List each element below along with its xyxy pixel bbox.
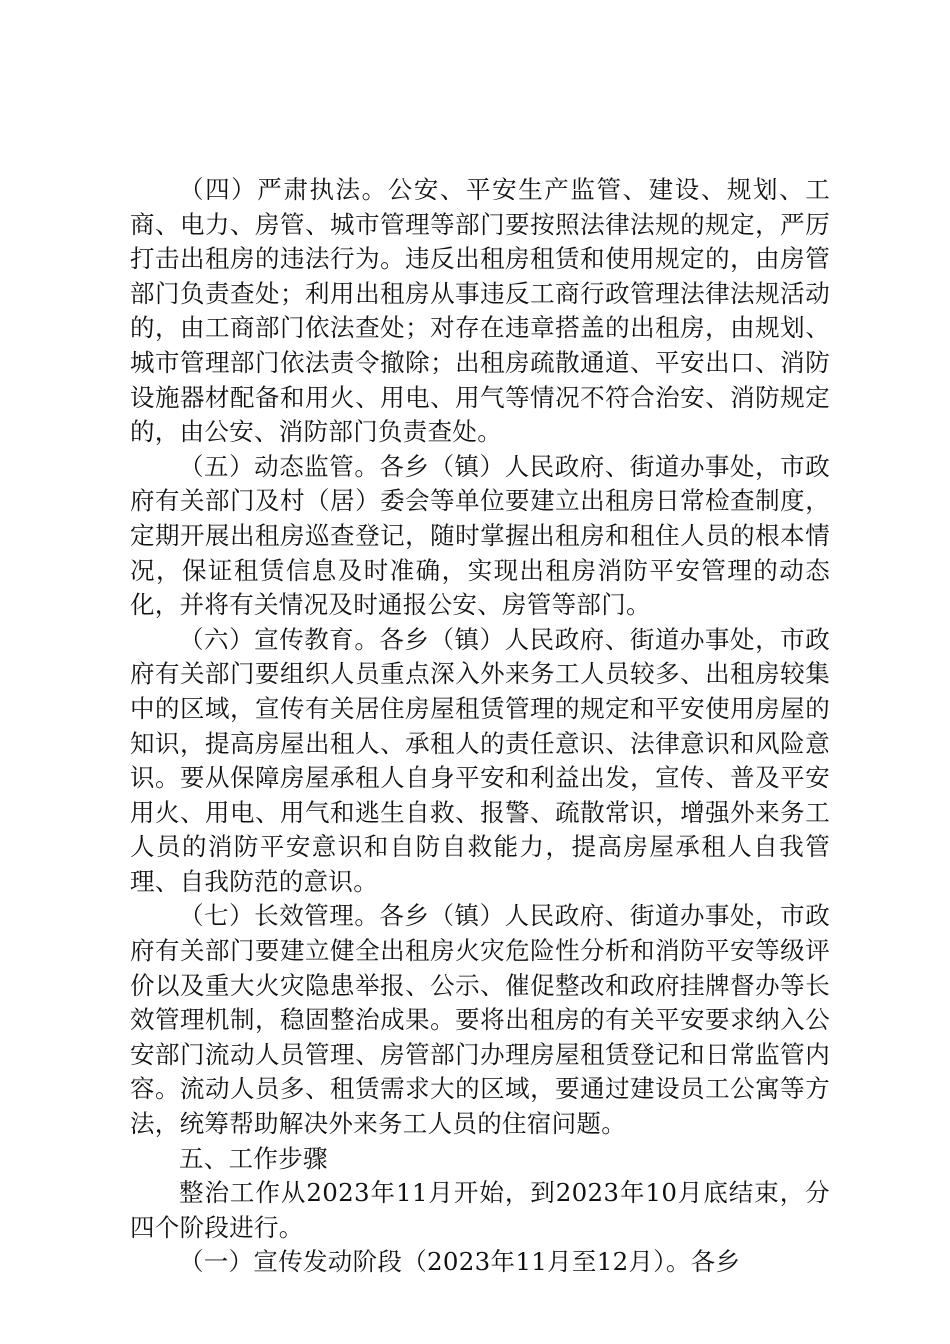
paragraph-publicity-education: （六）宣传教育。各乡（镇）人民政府、街道办事处，市政府有关部门要组织人员重点深入外来务工人员较多、出租房较集中的区域，宣传有关居住房屋租赁管理的规定和平安使用房屋的知识，提高房屋出租人、承租人的责任意识、法律意识和风险意识。要从保障房屋承租人自身平安和利益出发，宣传、普及平安用火、用电、用气和逃生自救、报警、疏散常识，增强外来务工人员的消防平安意识和自防自救能力，提高房屋承租人自我管理、自我防范的意识。 [130,624,830,896]
paragraph-strict-enforcement: （四）严肃执法。公安、平安生产监管、建设、规划、工商、电力、房管、城市管理等部门要按照法律法规的规定，严厉打击出租房的违法行为。违反出租房租赁和使用规定的，由房管部门负责查处；利用出租房从事违反工商行政管理法律法规活动的，由工商部门依法查处；对存在违章搭盖的出租房，由规划、城市管理部门依法责令撤除；出租房疏散通道、平安出口、消防设施器材配备和用火、用电、用气等情况不符合治安、消防规定的，由公安、消防部门负责查处。 [130,175,830,447]
paragraph-long-term-management: （七）长效管理。各乡（镇）人民政府、街道办事处，市政府有关部门要建立健全出租房火灾危险性分析和消防平安等级评价以及重大火灾隐患举报、公示、催促整改和政府挂牌督办等长效管理机制，稳固整治成果。要将出租房的有关平安要求纳入公安部门流动人员管理、房管部门办理房屋租赁登记和日常监管内容。流动人员多、租赁需求大的区域，要通过建设员工公寓等方法，统筹帮助解决外来务工人员的住宿问题。 [130,901,830,1139]
paragraph-dynamic-supervision: （五）动态监管。各乡（镇）人民政府、街道办事处，市政府有关部门及村（居）委会等单位要建立出租房日常检查制度，定期开展出租房巡查登记，随时掌握出租房和租住人员的根本情况，保证租赁信息及时准确，实现出租房消防平安管理的动态化，并将有关情况及时通报公安、房管等部门。 [130,451,830,620]
document-body [130,173,830,1280]
paragraph-work-schedule: 整治工作从2023年11月开始，到2023年10月底结束，分四个阶段进行。 [130,1178,830,1242]
paragraph-publicity-stage: （一）宣传发动阶段（2023年11月至12月）。各乡 [179,1247,741,1277]
section-heading-work-steps: 五、工作步骤 [179,1143,328,1173]
